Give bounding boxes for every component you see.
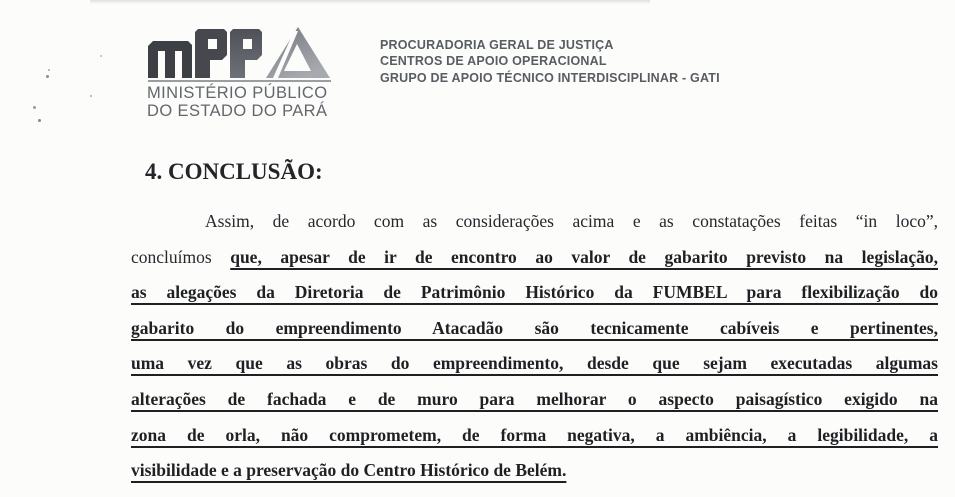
scan-speck	[46, 75, 49, 78]
office-line-gati: GRUPO DE APOIO TÉCNICO INTERDISCIPLINAR - GATI	[380, 70, 720, 85]
paragraph-line	[131, 240, 938, 276]
scan-speck	[90, 95, 92, 97]
conclusion-paragraph	[131, 204, 938, 489]
section-title: 4. CONCLUSÃO:	[145, 159, 323, 184]
organization-name	[147, 84, 327, 120]
line-text-emphasis: uma vez que as obras do empreendimento, desde que sejam executadas algumas	[131, 353, 938, 374]
line-text: concluímos	[131, 246, 231, 267]
line-text: Assim, de acordo com as considerações acima e as constatações feitas “in loco”,	[205, 211, 938, 231]
letterhead-divider	[148, 80, 331, 82]
organization-name-line1: MINISTÉRIO PÚBLICO	[147, 84, 328, 102]
line-text-emphasis: gabarito do empreendimento Atacadão são tecnicamente cabíveis e pertinentes,	[131, 317, 938, 338]
paragraph-line	[131, 311, 938, 347]
line-text-emphasis: alterações de fachada e de muro para melhorar o aspecto paisagístico exigido na	[131, 388, 938, 409]
scan-speck	[33, 106, 36, 109]
scan-speck	[100, 55, 102, 57]
line-text-emphasis: zona de orla, não comprometem, de forma negativa, a ambiência, a legibilidade, a	[131, 424, 938, 445]
paragraph-line	[131, 275, 938, 311]
scan-artifact	[90, 0, 650, 4]
line-text-emphasis: visibilidade e a preservação do Centro Histórico de Belém.	[131, 460, 567, 481]
paragraph-line	[131, 204, 938, 240]
paragraph-line	[131, 453, 938, 489]
office-line-procuradoria: PROCURADORIA GERAL DE JUSTIÇA	[380, 38, 614, 52]
paragraph-line	[131, 382, 938, 418]
office-line-centros: CENTROS DE APOIO OPERACIONAL	[380, 54, 607, 69]
paragraph-line	[131, 346, 938, 382]
office-heading	[380, 37, 720, 86]
paragraph-line	[131, 418, 938, 454]
scan-speck	[48, 69, 50, 71]
line-text-emphasis: as alegações da Diretoria de Patrimônio Histórico da FUMBEL para flexibilização do	[131, 282, 938, 303]
organization-name-line2: DO ESTADO DO PARÁ	[147, 102, 328, 121]
scan-speck	[38, 119, 41, 122]
line-text-emphasis: que, apesar de ir de encontro ao valor de gabarito previsto na legislação,	[230, 246, 938, 267]
mppa-logo-icon	[148, 27, 330, 79]
